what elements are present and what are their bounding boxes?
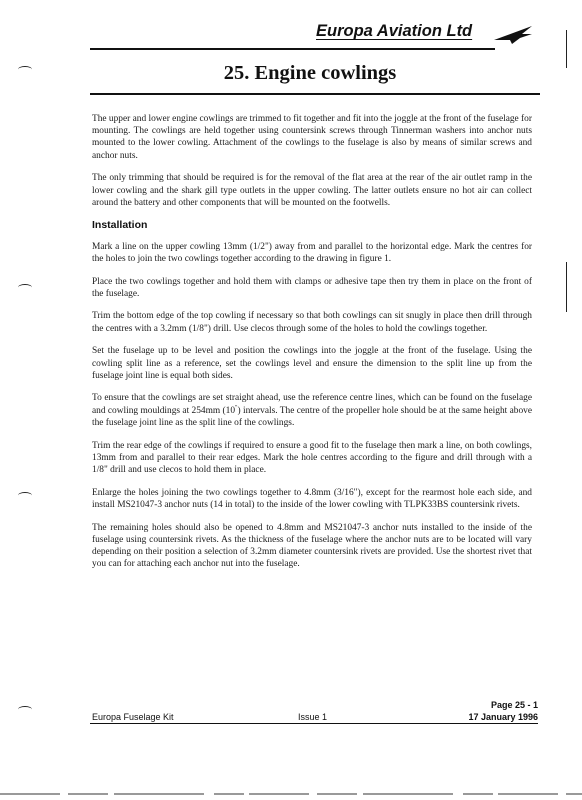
scan-punch-mark (18, 66, 32, 73)
title-rule (90, 93, 540, 95)
footer-rule (90, 723, 538, 724)
footer-issue: Issue 1 (298, 712, 328, 722)
paragraph: To ensure that the cowlings are set straight ahead, use the reference centre lines, which can be found on the fuselage and cowling mouldings at 254mm (10") intervals. The centre of the propeller hole should be at the same height above the fuselage joint line as the split line of the cowlings. (92, 393, 532, 428)
scan-punch-mark (18, 284, 32, 291)
aircraft-logo-icon (492, 22, 534, 46)
footer-kit-name: Europa Fuselage Kit (92, 712, 174, 722)
paragraph: The only trimming that should be required is for the removal of the flat area at the rear of the air outlet ramp in the lower cowling and the shark gill type outlets in the upper cowling. The latter outlets ensure no hot air can collect around the battery and other components that will be mounted on the footwells. (92, 173, 532, 208)
margin-rule (566, 262, 567, 312)
page-title: 25. Engine cowlings (223, 62, 397, 84)
paragraph: Mark a line on the upper cowling 13mm (1/2") away from and parallel to the horizontal edge. Mark the centres for the holes to join the two cowlings together according to the drawing in figure 1. (92, 241, 532, 264)
scan-bottom-edge (0, 790, 582, 800)
footer-page-number: Page 25 - 1 (490, 700, 538, 710)
header-rule (90, 48, 495, 50)
section-heading: Installation (92, 219, 148, 232)
scan-punch-mark (18, 492, 32, 499)
paragraph: The upper and lower engine cowlings are trimmed to fit together and fit into the joggle at the front of the fuselage for mounting. The cowlings are held together using countersink screws through Tinnerman washers into anchor nuts mounted to the lower cowling. Attachment of the cowlings to the fuselage is also by means of similar screws and anchor nuts. (92, 114, 532, 161)
footer-date: 17 January 1996 (468, 712, 538, 722)
paragraph: Set the fuselage up to be level and position the cowlings into the joggle at the front of the fuselage. Using the cowling split line as a reference, set the cowlings level and ensure the dimension to the split line up from the fuselage joint line is equal both sides. (92, 346, 532, 381)
scan-punch-mark (18, 706, 32, 713)
paragraph: Trim the bottom edge of the top cowling if necessary so that both cowlings can sit snugly in place then drill through the centres with a 3.2mm (1/8") drill. Use clecos through some of the holes to hold the cowlings together. (92, 311, 532, 334)
header-brand: Europa Aviation Ltd (316, 22, 473, 40)
paragraph: The remaining holes should also be opened to 4.8mm and MS21047-3 anchor nuts installed to the inside of the fuselage using countersink rivets. As the thickness of the fuselage where the anchor nuts are to be located will vary depending on their position a selection of 3.2mm diameter countersink rivets are provided. Use the shortest rivet that you can for attaching each anchor nut into the fuselage. (92, 522, 532, 570)
margin-rule (566, 30, 567, 68)
paragraph: Enlarge the holes joining the two cowlings together to 4.8mm (3/16"), except for the rearmost hole each side, and install MS21047-3 anchor nuts (14 in total) to the inside of the lower cowling with TLPK33BS countersink rivets. (92, 487, 532, 510)
paragraph: Place the two cowlings together and hold them with clamps or adhesive tape then try them in place on the front of the fuselage. (92, 276, 532, 299)
body-text (92, 113, 532, 581)
paragraph: Trim the rear edge of the cowlings if required to ensure a good fit to the fuselage then mark a line, on both cowlings, 13mm from and parallel to their rear edges. Mark the hole centres according to the figure and drill through with a 1/8" drill and use clecos to hold them in place. (92, 440, 532, 475)
